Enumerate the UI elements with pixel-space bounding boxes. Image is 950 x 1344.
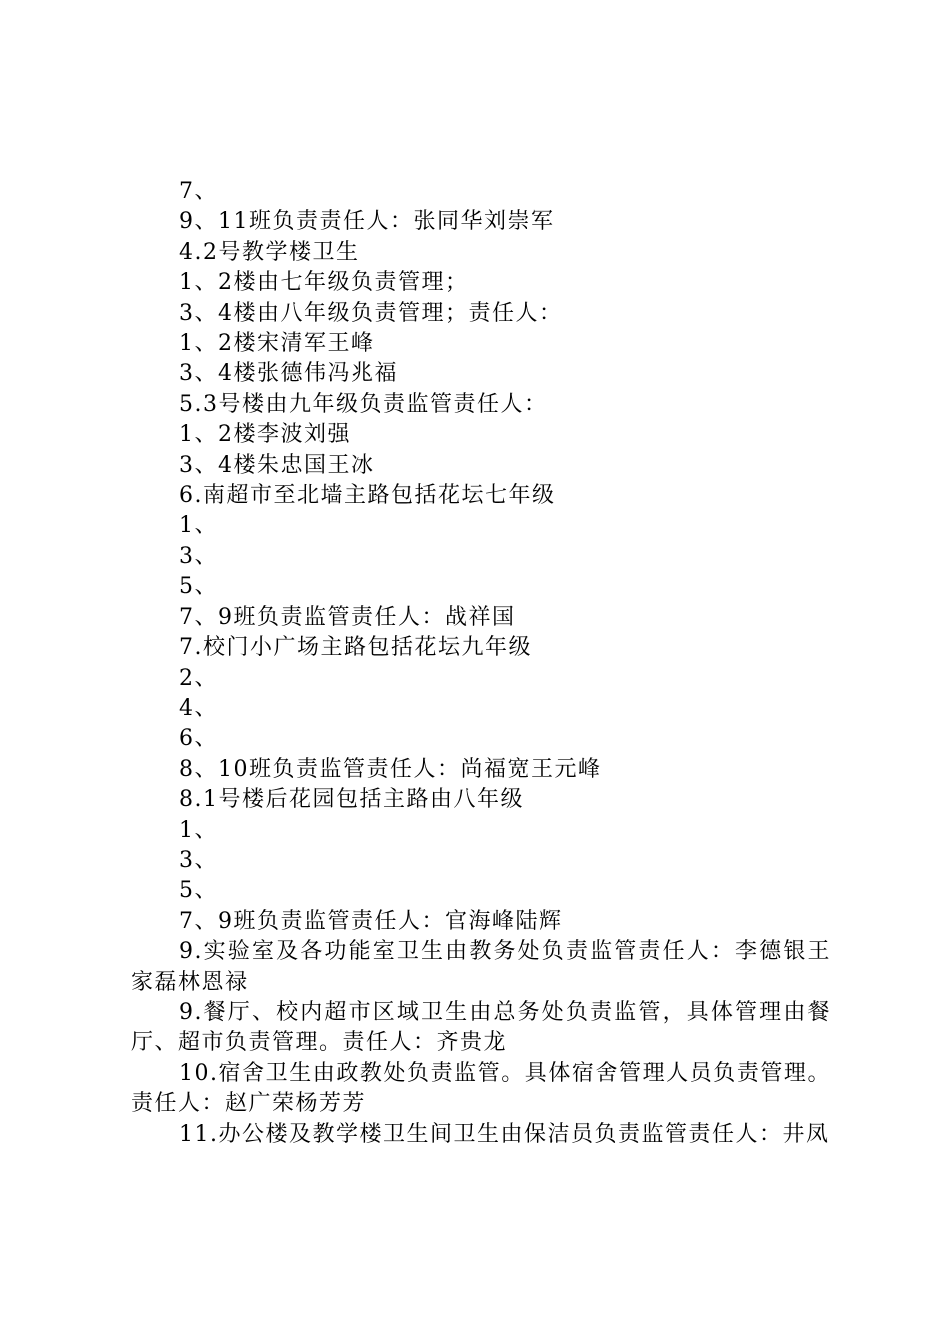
text-line: 5、	[179, 574, 218, 600]
text-line: 7.校门小广场主路包括花坛九年级	[179, 635, 532, 661]
text-line: 9、11班负责责任人：张同华刘崇军	[179, 209, 555, 235]
text-line: 5、	[179, 878, 218, 904]
text-line: 6.南超市至北墙主路包括花坛七年级	[179, 483, 556, 509]
text-line: 3、	[179, 543, 218, 569]
text-line: 8、10班负责监管责任人：尚福宽王元峰	[179, 756, 602, 782]
text-line: 7、	[179, 179, 218, 204]
text-line: 3、	[179, 847, 218, 873]
text-line: 1、2楼由七年级负责管理；	[179, 270, 469, 296]
text-line: 7、9班负责监管责任人：官海峰陆辉	[179, 908, 563, 934]
text-line: 3、4楼张德伟冯兆福	[179, 361, 398, 387]
text-line: 1、2楼李波刘强	[179, 422, 351, 448]
paragraph-lab-rooms: 9.实验室及各功能室卫生由教务处负责监管责任人：李德银王家磊林恩禄	[131, 939, 831, 995]
text-line: 4.2号教学楼卫生	[179, 239, 360, 265]
text-line: 1、2楼宋清军王峰	[179, 331, 375, 357]
paragraph-dormitory: 10.宿舍卫生由政教处负责监管。具体宿舍管理人员负责管理。责任人：赵广荣杨芳芳	[131, 1060, 831, 1117]
text-line: 1、	[179, 817, 218, 843]
document-body	[131, 177, 831, 1150]
text-line: 8.1号楼后花园包括主路由八年级	[179, 787, 524, 813]
paragraph-canteen: 9.餐厅、校内超市区域卫生由总务处负责监管，具体管理由餐厅、超市负责管理。责任人：齐贵龙	[131, 999, 831, 1056]
text-line: 6、	[179, 726, 218, 752]
paragraph-restrooms: 11.办公楼及教学楼卫生间卫生由保洁员负责监管责任人：井凤	[179, 1121, 830, 1147]
text-line: 2、	[179, 665, 218, 691]
text-line: 3、4楼由八年级负责管理；责任人：	[179, 300, 563, 326]
text-line: 7、9班负责监管责任人：战祥国	[179, 604, 516, 630]
text-line: 1、	[179, 513, 218, 539]
text-line: 4、	[179, 695, 218, 721]
text-line: 5.3号楼由九年级负责监管责任人：	[179, 391, 548, 417]
text-line: 3、4楼朱忠国王冰	[179, 452, 375, 478]
